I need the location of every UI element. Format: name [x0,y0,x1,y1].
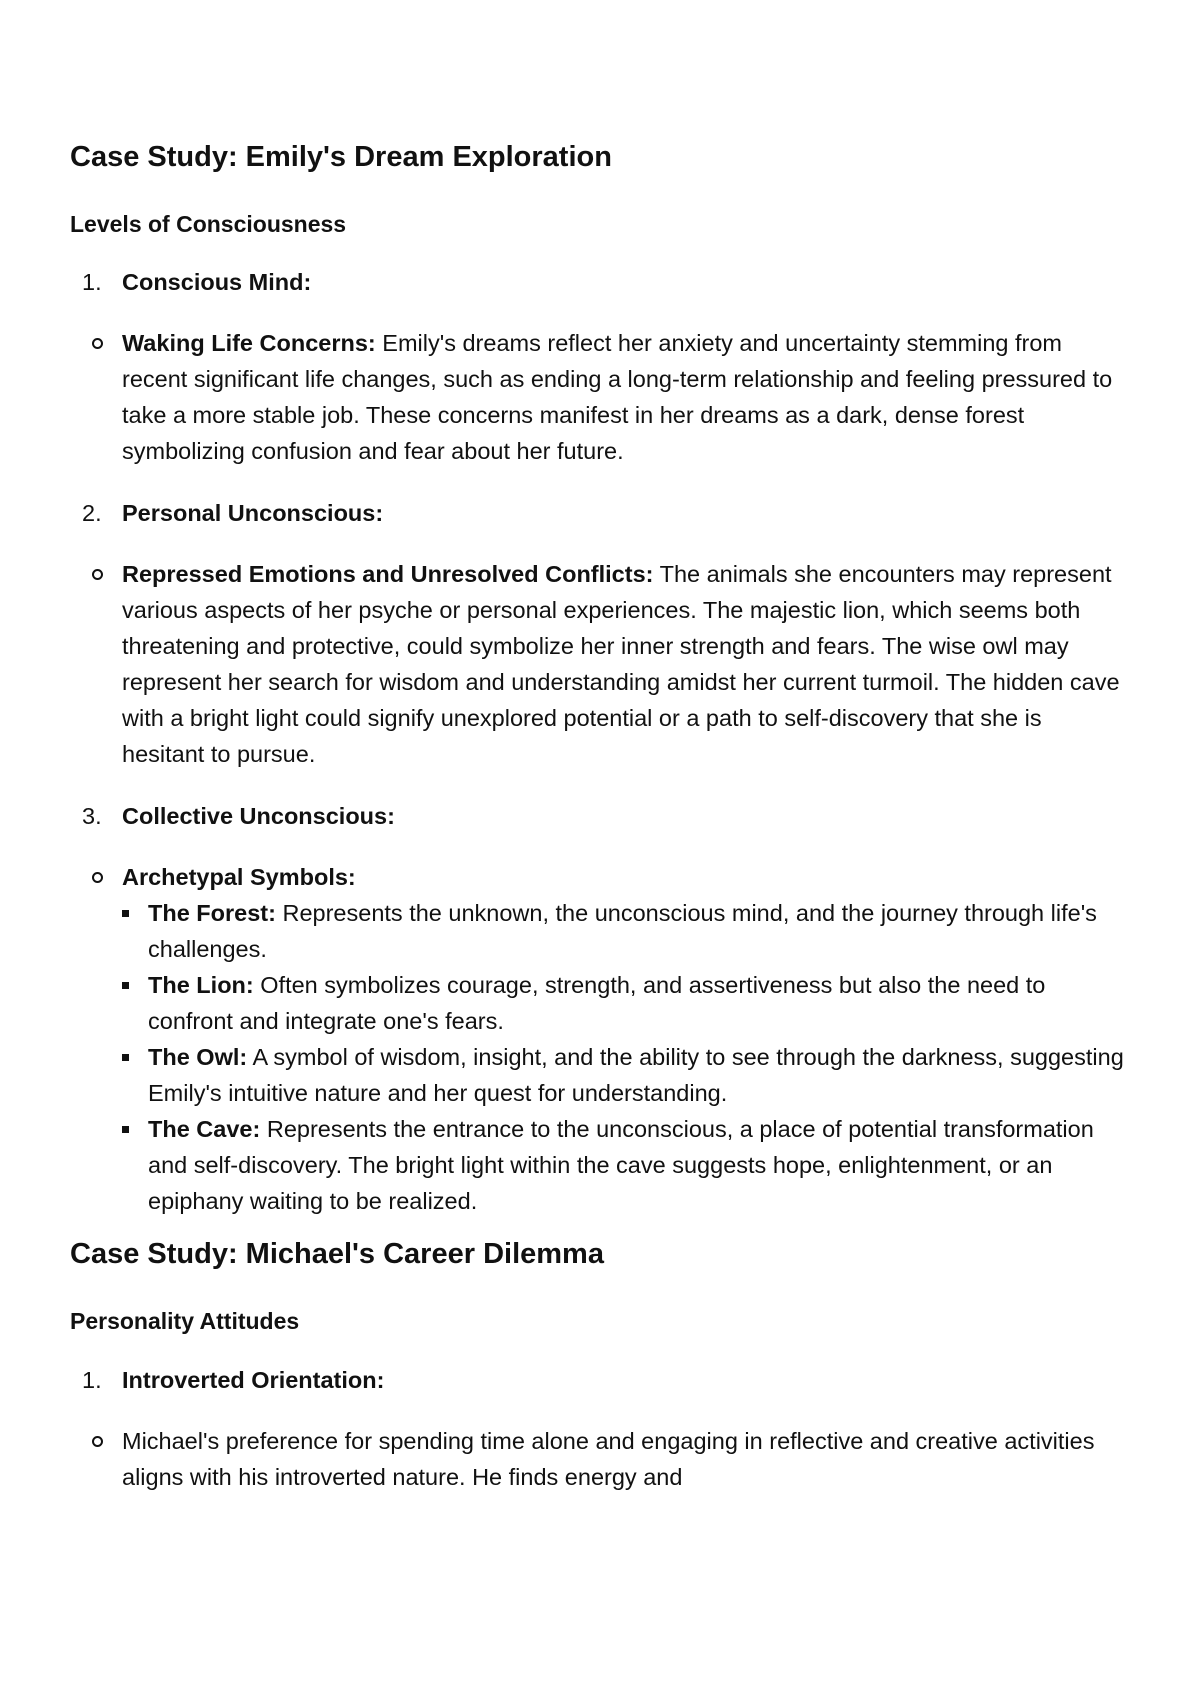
square-bullet-icon [122,1054,129,1061]
symbol-text: Represents the entrance to the unconscious, a place of potential transformation and self-discovery. The bright light within the cave suggests hope, enlightenment, or an epiphany waiting to be realized. [148,1116,1094,1215]
document-page [70,140,1130,1495]
circle-bullet-icon [92,872,103,883]
circle-bullet-icon [92,1436,103,1447]
sub-list-item [122,1423,1130,1495]
case-study-2-title: Case Study: Michael's Career Dilemma [70,1238,604,1271]
symbol-text: A symbol of wisdom, insight, and the ability to see through the darkness, suggesting Emily's intuitive nature and her quest for understanding. [148,1044,1124,1107]
sub-item-label: Waking Life Concerns: [122,330,376,357]
circle-bullet-icon [92,569,103,580]
sub-item-label: Archetypal Symbols: [122,864,356,891]
list-item-introverted-orientation [70,1362,1130,1495]
list-item-personal-unconscious [70,495,1130,772]
symbol-item-forest [148,895,1130,967]
section-heading-levels: Levels of Consciousness [70,210,347,237]
section-heading-attitudes: Personality Attitudes [70,1308,300,1335]
symbol-item-lion [148,967,1130,1039]
sub-list-item [122,325,1130,469]
symbol-item-cave [148,1111,1130,1219]
list-item-collective-unconscious [70,798,1130,1219]
list-item-label: Conscious Mind: [122,269,312,296]
symbol-label: The Forest: [148,900,276,927]
list-item-label: Collective Unconscious: [122,803,395,830]
sub-item-text: Michael's preference for spending time alone and engaging in reflective and creative activities aligns with his introverted nature. He finds energy and [122,1427,1095,1490]
list-number: 1. [82,269,102,296]
symbol-label: The Cave: [148,1116,261,1143]
list-number: 2. [82,500,102,527]
square-bullet-icon [122,1126,129,1133]
sub-list [122,325,1130,469]
symbol-text: Often symbolizes courage, strength, and assertiveness but also the need to confront and integrate one's fears. [148,972,1046,1035]
list-number: 3. [82,803,102,830]
sub-item-text: The animals she encounters may represent various aspects of her psyche or personal experiences. The majestic lion, which seems both threatening and protective, could symbolize her inner strength and fears. The wise owl may represent her search for wisdom and understanding amidst her current turmoil. The hidden cave with a bright light could signify unexplored potential or a path to self-discovery that she is hesitant to pursue. [122,561,1120,768]
case-study-1-title: Case Study: Emily's Dream Exploration [70,141,612,173]
sub-list [122,1423,1130,1495]
symbol-label: The Lion: [148,972,254,999]
sub-list-item [122,859,1130,1219]
square-bullet-icon [122,982,129,989]
list-item-label: Introverted Orientation: [122,1366,385,1393]
symbols-list [122,895,1130,1219]
circle-bullet-icon [92,338,103,349]
sub-item-text: Emily's dreams reflect her anxiety and uncertainty stemming from recent significant life changes, such as ending a long-term relationship and feeling pressured to take a more stable job. These concerns manifest in her dreams as a dark, dense forest symbolizing confusion and fear about her future. [122,330,1113,465]
square-bullet-icon [122,910,129,917]
sub-item-label: Repressed Emotions and Unresolved Conflicts: [122,561,654,588]
sub-list-item [122,556,1130,772]
symbol-item-owl [148,1039,1130,1111]
list-item-label: Personal Unconscious: [122,500,384,527]
symbol-text: Represents the unknown, the unconscious mind, and the journey through life's challenges. [148,900,1097,963]
list-number: 1. [82,1366,102,1393]
symbol-label: The Owl: [148,1044,248,1071]
sub-list [122,859,1130,1219]
attitudes-list [70,1362,1130,1495]
levels-list [70,264,1130,1219]
sub-list [122,556,1130,772]
list-item-conscious-mind [70,264,1130,469]
